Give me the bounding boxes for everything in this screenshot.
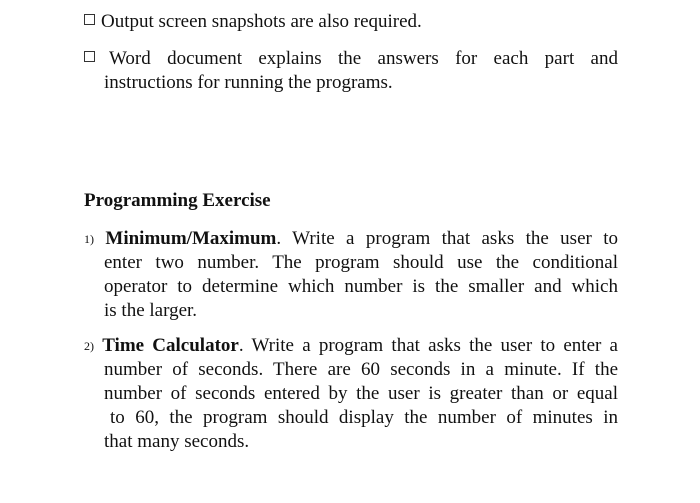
- bullet-line-1: [84, 47, 618, 71]
- bullet-text: Output screen snapshots are also required.: [101, 11, 422, 32]
- exercise-line-3: number of seconds entered by the user is greater than or equal: [104, 383, 618, 404]
- bullet-text-line-1: Word document explains the answers for each part and: [109, 48, 618, 69]
- checkbox-bullet-icon: [84, 51, 95, 62]
- checkbox-bullet-icon: [84, 14, 95, 25]
- exercise-line-5: that many seconds.: [104, 431, 250, 452]
- exercise-title: Time Calculator: [102, 335, 239, 356]
- exercise-line-1: [84, 334, 618, 358]
- exercise-item-2: [84, 334, 618, 454]
- exercise-line-4: is the larger.: [104, 300, 198, 321]
- exercise-number: 1): [84, 232, 94, 246]
- requirement-bullet-word-document: [84, 47, 618, 95]
- exercise-line-4: to 60, the program should display the number of minutes in: [110, 407, 618, 428]
- exercise-line-1: [84, 227, 618, 251]
- exercise-text: . Write a program that asks the user to enter a: [238, 335, 618, 356]
- exercise-line-2: number of seconds. There are 60 seconds in a minute. If the: [104, 359, 618, 380]
- exercise-title: Minimum/Maximum: [105, 228, 277, 249]
- section-heading: Programming Exercise: [84, 190, 271, 211]
- exercise-line-2: enter two number. The program should use the conditional: [104, 252, 618, 273]
- bullet-text-line-2: instructions for running the programs.: [104, 72, 393, 93]
- exercise-number: 2): [84, 339, 94, 353]
- exercise-item-1: [84, 227, 618, 323]
- exercise-text: . Write a program that asks the user to: [276, 228, 618, 249]
- exercise-line-3: operator to determine which number is the smaller and which: [104, 276, 618, 297]
- requirement-bullet-snapshots: [84, 10, 618, 34]
